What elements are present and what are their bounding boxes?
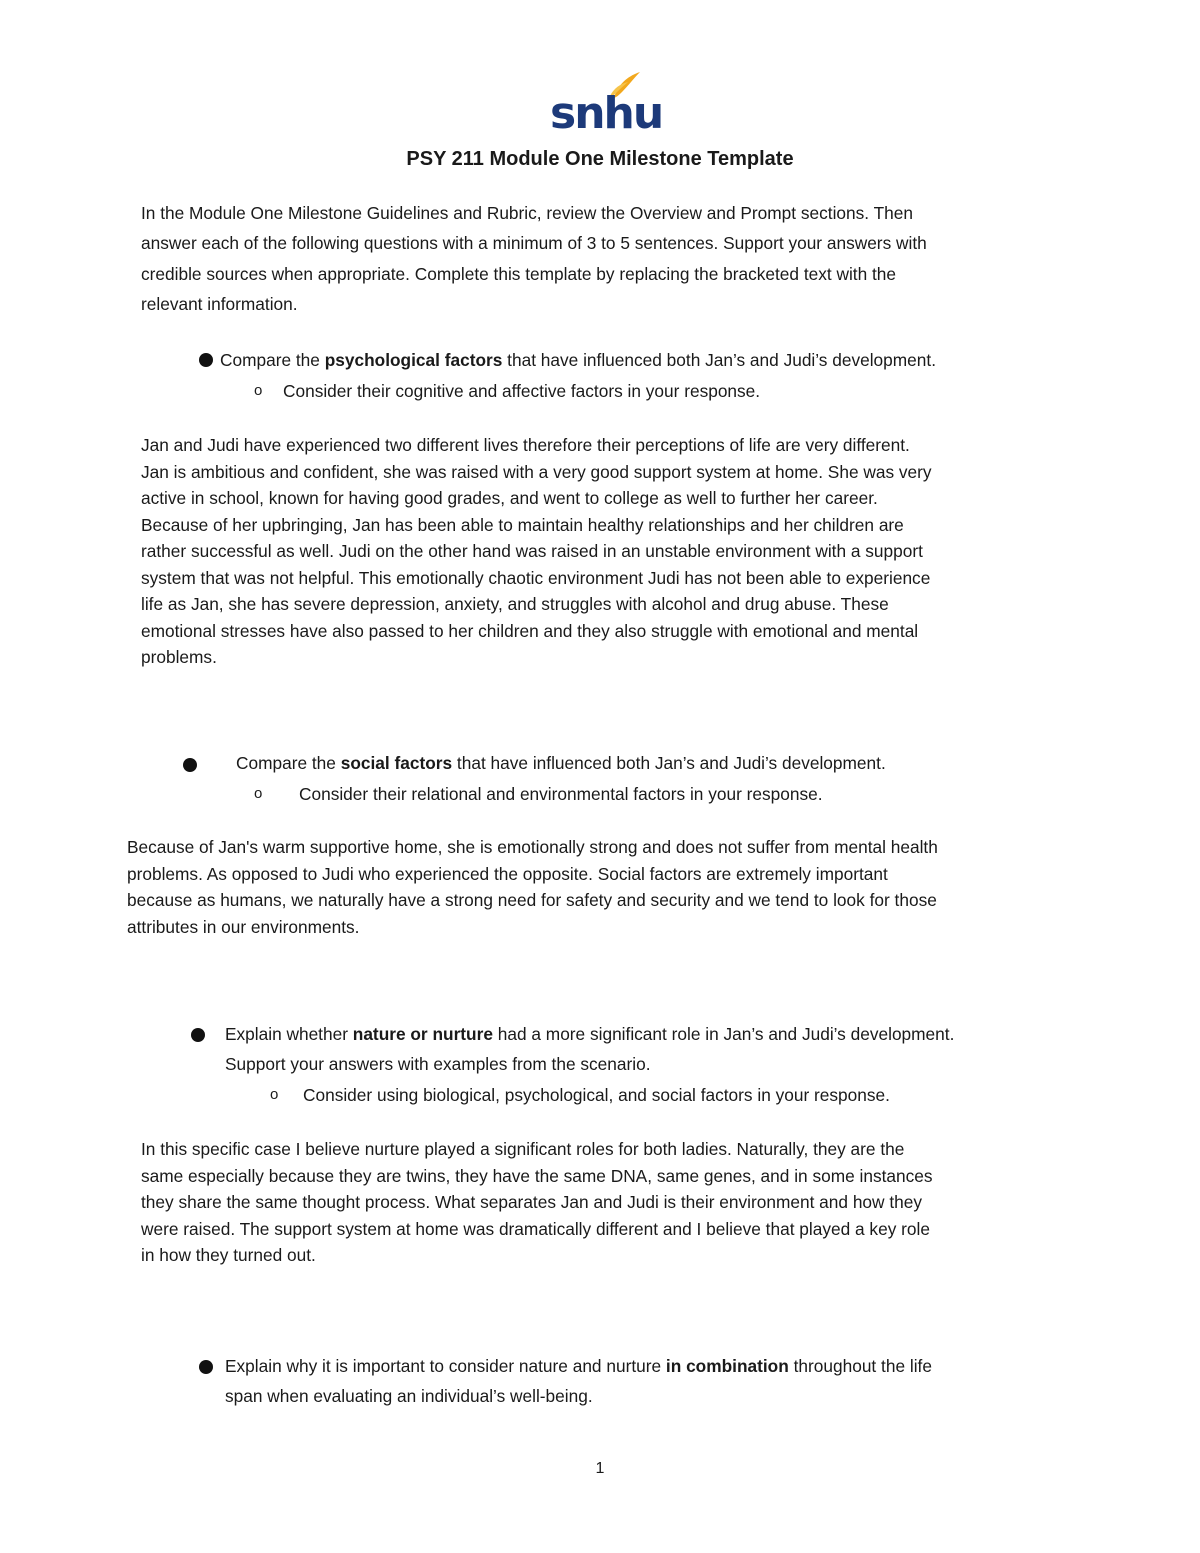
answer-line: Because of Jan's warm supportive home, she is emotionally strong and does not suffer from mental health [127, 837, 938, 857]
page-title: PSY 211 Module One Milestone Template [406, 148, 794, 170]
answer-line: they share the same thought process. What separates Jan and Judi is their environment and how they [141, 1192, 922, 1212]
answer-line: because as humans, we naturally have a strong need for safety and security and we tend to look for those [127, 890, 937, 910]
answer-line: system that was not helpful. This emotionally chaotic environment Judi has not been able to experience [141, 567, 931, 588]
question-2-keyword: social factors [340, 753, 453, 773]
question-4-line2: span when evaluating an individual’s well-being. [225, 1386, 593, 1406]
question-4: Explain why it is important to consider nature and nurture in combination throughout the life span when evaluating an individual’s well-being. [225, 1351, 932, 1411]
answer-line: problems. As opposed to Judi who experienced the opposite. Social factors are extremely important [127, 863, 888, 884]
answer-1 [141, 432, 932, 671]
logo-wordmark: snhu [550, 88, 663, 139]
bullet-icon [199, 353, 213, 367]
answer-line: attributes in our environments. [127, 916, 360, 937]
bullet-icon [191, 1028, 205, 1042]
bullet-icon [199, 1360, 213, 1374]
intro-line: credible sources when appropriate. Complete this template by replacing the bracketed text with the [141, 263, 897, 284]
question-1: Compare the psychological factors that have influenced both Jan’s and Judi’s development. [220, 350, 936, 370]
sub-bullet-icon: o [254, 785, 263, 802]
question-3-sub: Consider using biological, psychological, and social factors in your response. [303, 1085, 890, 1105]
answer-line: Because of her upbringing, Jan has been able to maintain healthy relationships and her children are [141, 514, 904, 535]
answer-line: in how they turned out. [141, 1245, 316, 1265]
answer-line: life as Jan, she has severe depression, anxiety, and struggles with alcohol and drug abuse. These [141, 594, 889, 614]
answer-line: problems. [141, 647, 217, 667]
question-1-sub: Consider their cognitive and affective factors in your response. [283, 381, 761, 401]
sub-bullet-icon: o [270, 1086, 279, 1103]
answer-line: emotional stresses have also passed to her children and they also struggle with emotional and mental [141, 620, 919, 641]
answer-line: Jan is ambitious and confident, she was raised with a very good support system at home. She was very [141, 461, 932, 482]
intro-line: answer each of the following questions with a minimum of 3 to 5 sentences. Support your answers with [141, 233, 927, 254]
intro-line: In the Module One Milestone Guidelines and Rubric, review the Overview and Prompt sections. Then [141, 203, 913, 223]
bullet-icon [183, 758, 197, 772]
answer-line: active in school, known for having good grades, and went to college as well to further her career. [141, 488, 878, 508]
answer-3 [141, 1136, 933, 1269]
answer-line: same especially because they are twins, they have the same DNA, same genes, and in some instances [141, 1165, 933, 1186]
question-1-keyword: psychological factors [324, 350, 503, 370]
answer-line: In this specific case I believe nurture played a significant roles for both ladies. Naturally, they are the [141, 1139, 905, 1159]
question-4-keyword: in combination [665, 1356, 789, 1376]
intro-line: relevant information. [141, 293, 298, 314]
page-number: 1 [595, 1460, 605, 1477]
snhu-logo [550, 70, 663, 140]
answer-line: were raised. The support system at home was dramatically different and I believe that played a key role [141, 1218, 930, 1239]
question-3: Explain whether nature or nurture had a more significant role in Jan’s and Judi’s development. Support your answers with examples from the scenario. [225, 1019, 954, 1079]
answer-line: Jan and Judi have experienced two different lives therefore their perceptions of life are very different. [141, 435, 910, 455]
intro-paragraph [141, 198, 927, 319]
answer-line: rather successful as well. Judi on the other hand was raised in an unstable environment with a support [141, 541, 923, 561]
question-2-sub: Consider their relational and environmental factors in your response. [299, 784, 823, 804]
question-3-keyword: nature or nurture [352, 1024, 493, 1044]
answer-2 [127, 834, 938, 940]
sub-bullet-icon: o [254, 382, 263, 399]
question-3-line2: Support your answers with examples from the scenario. [225, 1054, 651, 1074]
question-2: Compare the social factors that have influenced both Jan’s and Judi’s development. [236, 753, 886, 773]
